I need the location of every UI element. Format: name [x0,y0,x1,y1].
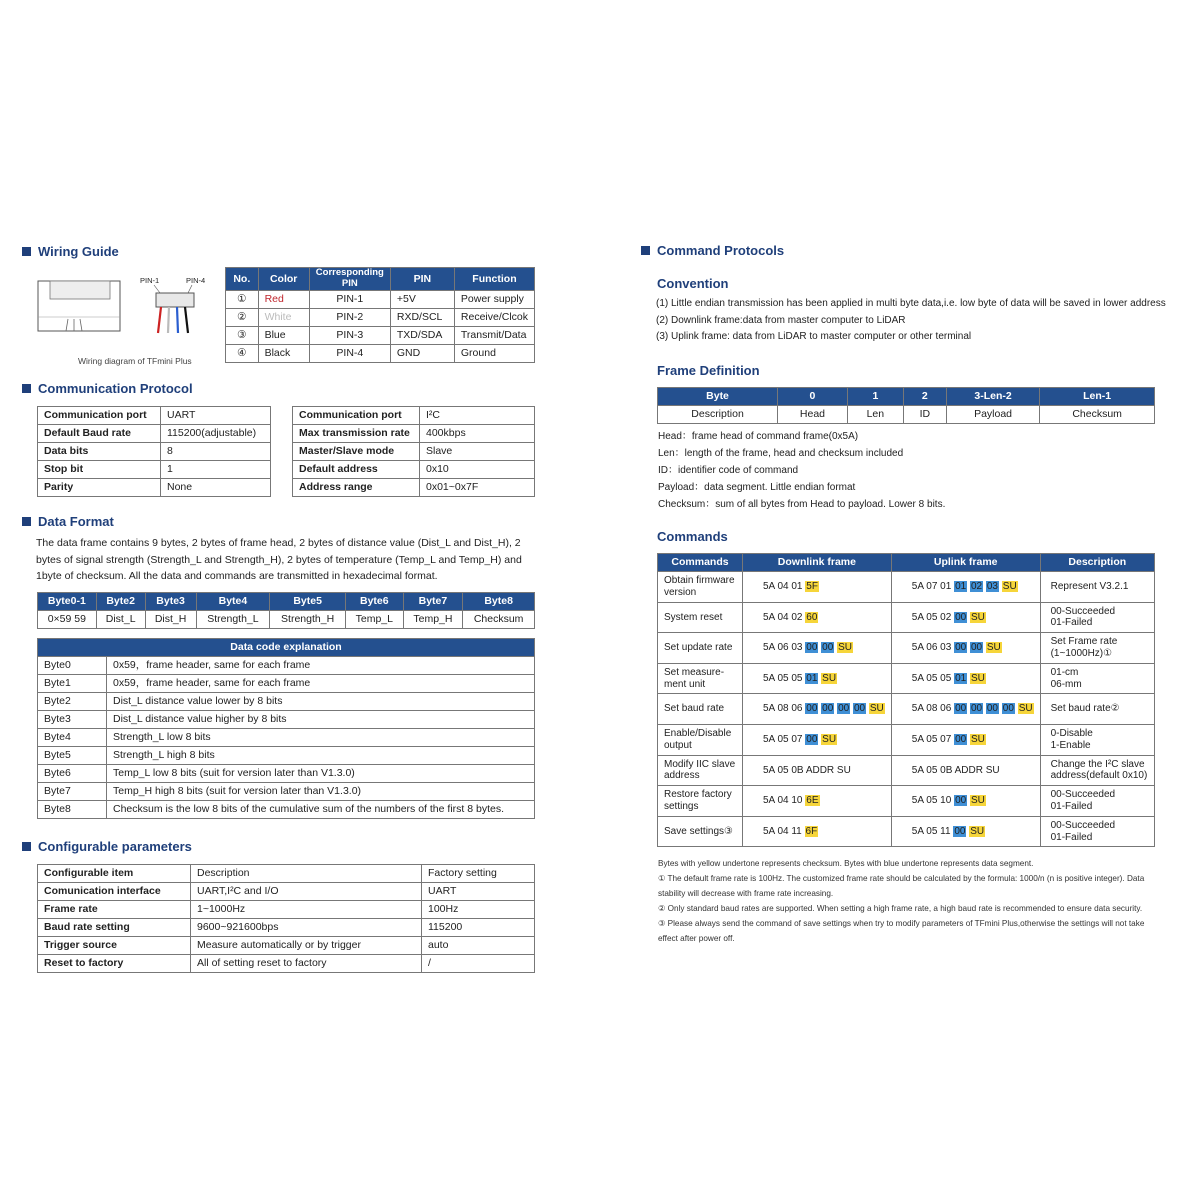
pin4-label: PIN-4 [186,276,206,285]
command-name: Save settings③ [658,816,743,847]
wiring-guide-title: Wiring Guide [22,244,119,259]
command-row [658,663,1155,694]
frame-definition-title: Frame Definition [657,363,760,378]
data-byte: 00 [955,611,967,623]
checksum-byte: SU [970,825,985,837]
data-format-title: Data Format [22,514,114,529]
command-name: Enable/Disable output [658,724,743,755]
data-code-explanation-header: Data code explanation [38,639,535,657]
data-byte: 00 [1002,703,1014,715]
downlink-frame: 5A 05 0B ADDR SU [743,755,892,786]
table-row: Byte5 Strength_L high 8 bits [38,747,535,765]
convention-title: Convention [657,276,729,291]
downlink-frame: 5A 08 06 00 00 00 00 SU [743,694,892,725]
section-marker-icon [22,384,31,393]
frame-field-definitions: Head：frame head of command frame(0x5A) Len：length of the frame, head and checksum included ID：identifier code of command Payload：data segment. Little endian format Checksum：sum of all bytes from Head to payload. Lower 8 bits. [658,431,946,510]
section-marker-icon [22,247,31,256]
table-row: Communication port UART [38,407,271,425]
data-code-explanation-table [37,638,535,819]
col-no: No. [226,268,259,291]
data-byte: 01 [955,672,967,684]
data-byte: 00 [853,703,866,715]
command-name: Restore factory settings [658,786,743,817]
command-name: Set update rate [658,633,743,664]
command-row [658,786,1155,817]
command-description: 00-Succeeded 01-Failed [1040,786,1154,817]
command-description: Change the I²C slave address(default 0x10) [1040,755,1154,786]
data-byte: 00 [806,734,818,746]
command-row [658,816,1155,847]
table-row: Max transmission rate 400kbps [293,425,535,443]
wiring-table [225,267,535,363]
downlink-frame: 5A 05 05 01 SU [743,663,892,694]
table-row: Byte7 Temp_H high 8 bits (suit for version later than V1.3.0) [38,783,535,801]
table-row: Byte8 Checksum is the low 8 bits of the cumulative sum of the numbers of the first 8 bytes. [38,801,535,819]
table-row: Comunication interface UART,I²C and I/O UART [38,883,535,901]
frame-definition-table: Byte 0 1 2 3-Len-2 Len-1 Description Head Len ID Payload Checksum [657,387,1155,424]
checksum-byte: SU [822,734,837,746]
commands-table-body [658,572,1155,847]
downlink-frame: 5A 04 02 60 [743,602,892,633]
table-row: ② White PIN-2 RXD/SCL Receive/Clcok [226,308,535,326]
checksum-byte: SU [986,642,1001,654]
table-row: Byte4 Strength_L low 8 bits [38,729,535,747]
table-row: Default Baud rate 115200(adjustable) [38,425,271,443]
section-marker-icon [22,517,31,526]
uplink-frame: 5A 05 02 00 SU [891,602,1040,633]
command-description: 00-Succeeded 01-Failed [1040,602,1154,633]
table-row: Stop bit 1 [38,461,271,479]
table-row: ③ Blue PIN-3 TXD/SDA Transmit/Data [226,326,535,344]
communication-protocol-title: Communication Protocol [22,381,193,396]
wiring-caption: Wiring diagram of TFmini Plus [78,356,192,366]
byte-layout-table: Byte0-1 Byte2 Byte3 Byte4 Byte5 Byte6 Byte7 Byte8 0×59 59 Dist_L Dist_H Strength_L Strength_H Temp_L Temp_H Checksum [37,592,535,629]
uplink-frame: 5A 05 05 01 SU [891,663,1040,694]
downlink-frame: 5A 04 10 6E [743,786,892,817]
checksum-byte: SU [970,611,985,623]
command-row [658,572,1155,603]
data-byte: 00 [955,734,967,746]
data-byte: 00 [806,703,818,715]
table-row: Trigger source Measure automatically or by trigger auto [38,937,535,955]
command-name: System reset [658,602,743,633]
convention-list: (1) Little endian transmission has been applied in multi byte data,i.e. low byte of data will be saved in lower address (2) Downlink frame:data from master computer to LiDAR (3) Uplink frame: data from LiDAR to master computer or other terminal [656,298,1166,342]
data-byte: 00 [986,703,998,715]
command-description: 00-Succeeded 01-Failed [1040,816,1154,847]
downlink-frame: 5A 04 11 6F [743,816,892,847]
data-byte: 00 [970,703,983,715]
checksum-byte: SU [1002,581,1017,593]
command-row [658,755,1155,786]
checksum-byte: SU [869,703,884,715]
data-byte: 01 [806,672,818,684]
section-marker-icon [22,842,31,851]
uplink-frame: 5A 07 01 01 02 03 SU [891,572,1040,603]
command-notes: Bytes with yellow undertone represents checksum. Bytes with blue undertone represents data segment. ① The default frame rate is 100Hz. The customized frame rate should be calculated by the formula: 1000/n (n is positive integer). Data stability will decrease with frame rate increasing. ② Only standard baud rates are supported. When setting a high frame rate, a high baud rate is recommended to ensure data security. ③ Please always send the command of save settings when try to modify parameters of TFmini Plus,otherwise the settings will not take effect after power off. [658,859,1145,943]
table-row: Description Head Len ID Payload Checksum [658,406,1155,424]
table-row: Communication port I²C [293,407,535,425]
tfmini-connector-icon [36,275,206,345]
command-row [658,724,1155,755]
checksum-byte: SU [970,734,985,746]
data-byte: 00 [822,703,834,715]
command-protocols-title: Command Protocols [641,243,784,258]
pin1-label: PIN-1 [140,276,160,285]
wiring-diagram [36,275,206,365]
checksum-byte: 6E [806,795,819,807]
checksum-byte: SU [1018,703,1033,715]
command-name: Set measure- ment unit [658,663,743,694]
command-name: Modify IIC slave address [658,755,743,786]
command-description: 0-Disable 1-Enable [1040,724,1154,755]
table-row: Reset to factory All of setting reset to factory / [38,955,535,973]
table-row: ④ Black PIN-4 GND Ground [226,344,535,362]
checksum-byte: 5F [806,581,818,593]
table-row: Byte1 0x59，frame header, same for each frame [38,675,535,693]
configurable-parameters-title: Configurable parameters [22,839,192,854]
uplink-frame: 5A 05 07 00 SU [891,724,1040,755]
table-row: Default address 0x10 [293,461,535,479]
data-byte: 00 [838,703,850,715]
table-row: Master/Slave mode Slave [293,443,535,461]
checksum-byte: SU [970,672,985,684]
uplink-frame: 5A 05 0B ADDR SU [891,755,1040,786]
configurable-parameters-table [37,864,535,973]
section-marker-icon [641,246,650,255]
checksum-byte: 6F [805,825,818,837]
table-row: Configurable item Description Factory setting [38,865,535,883]
commands-table: Commands Downlink frame Uplink frame Description Obtain firmware version 5A 04 01 5F 5A 07 01 01 02 03 SU Represent V3.2.1 System reset 5A 04 02 60 5A 05 02 00 SU 00-Succeeded 01-Failed Set update rate 5A 06 03 00 00 SU 5A 06 03 00 00 SU Set Frame rate (1~1000Hz)① Set measure- ment unit 5A 05 05 01 SU 5A 05 05 01 SU 01-cm 06-mm Set baud rate 5A 08 06 00 00 00 00 SU 5A 08 06 00 00 00 00 SU Set baud rate② Enable/Disable output 5A 05 07 00 SU 5A 05 07 00 SU 0-Disable 1-Enable Modify IIC slave address 5A 05 0B ADDR SU 5A 05 0B ADDR SU Change the I²C slave address(default 0x10) Restore factory settings 5A 04 10 6E 5A 05 10 00 SU 00-Succeeded 01-Failed Save settings③ 5A 04 11 6F 5A 05 11 00 SU 00-Succeeded 01-Failed [657,553,1155,847]
data-byte: 03 [986,581,998,593]
downlink-frame: 5A 04 01 5F [743,572,892,603]
uplink-frame: 5A 05 10 00 SU [891,786,1040,817]
checksum-byte: SU [970,795,985,807]
data-byte: 00 [955,703,967,715]
checksum-byte: 60 [806,611,818,623]
command-row [658,602,1155,633]
data-byte: 00 [955,795,967,807]
i2c-table [292,406,535,497]
uplink-frame: 5A 08 06 00 00 00 00 SU [891,694,1040,725]
command-name: Set baud rate [658,694,743,725]
checksum-byte: SU [822,672,837,684]
command-description: 01-cm 06-mm [1040,663,1154,694]
table-row: Byte0 0x59，frame header, same for each frame [38,657,535,675]
data-byte: 02 [970,581,983,593]
command-description: Represent V3.2.1 [1040,572,1154,603]
data-byte: 00 [806,642,818,654]
data-byte: 00 [970,642,983,654]
table-row: Byte3 Dist_L distance value higher by 8 bits [38,711,535,729]
uart-table [37,406,271,497]
command-description: Set Frame rate (1~1000Hz)① [1040,633,1154,664]
command-description: Set baud rate② [1040,694,1154,725]
table-row: Frame rate 1~1000Hz 100Hz [38,901,535,919]
data-byte: 00 [955,642,967,654]
col-corresponding-pin: Corresponding PIN [309,268,390,291]
data-format-description: The data frame contains 9 bytes, 2 bytes of frame head, 2 bytes of distance value (Dist_L and Dist_H), 2 bytes of signal strength (Strength_L and Strength_H), 2 bytes of temperature (Temp_L and Temp_H) and 1byte of checksum. All the data and commands are transmitted in hexadecimal format. [36,537,522,582]
col-function: Function [454,268,534,291]
table-row: Parity None [38,479,271,497]
data-byte: 00 [822,642,834,654]
command-row [658,633,1155,664]
col-pin: PIN [390,268,454,291]
uplink-frame: 5A 05 11 00 SU [891,816,1040,847]
table-row: Baud rate setting 9600~921600bps 115200 [38,919,535,937]
table-row: Data bits 8 [38,443,271,461]
table-row: 0×59 59 Dist_L Dist_H Strength_L Strength_H Temp_L Temp_H Checksum [38,611,535,629]
table-row: Byte2 Dist_L distance value lower by 8 bits [38,693,535,711]
uplink-frame: 5A 06 03 00 00 SU [891,633,1040,664]
table-row: Address range 0x01~0x7F [293,479,535,497]
col-color: Color [258,268,309,291]
downlink-frame: 5A 05 07 00 SU [743,724,892,755]
table-row: ① Red PIN-1 +5V Power supply [226,290,535,308]
command-name: Obtain firmware version [658,572,743,603]
data-byte: 00 [954,825,966,837]
downlink-frame: 5A 06 03 00 00 SU [743,633,892,664]
checksum-byte: SU [838,642,852,654]
commands-title: Commands [657,529,728,544]
table-row: Byte6 Temp_L low 8 bits (suit for version later than V1.3.0) [38,765,535,783]
command-row [658,694,1155,725]
data-byte: 01 [955,581,967,593]
